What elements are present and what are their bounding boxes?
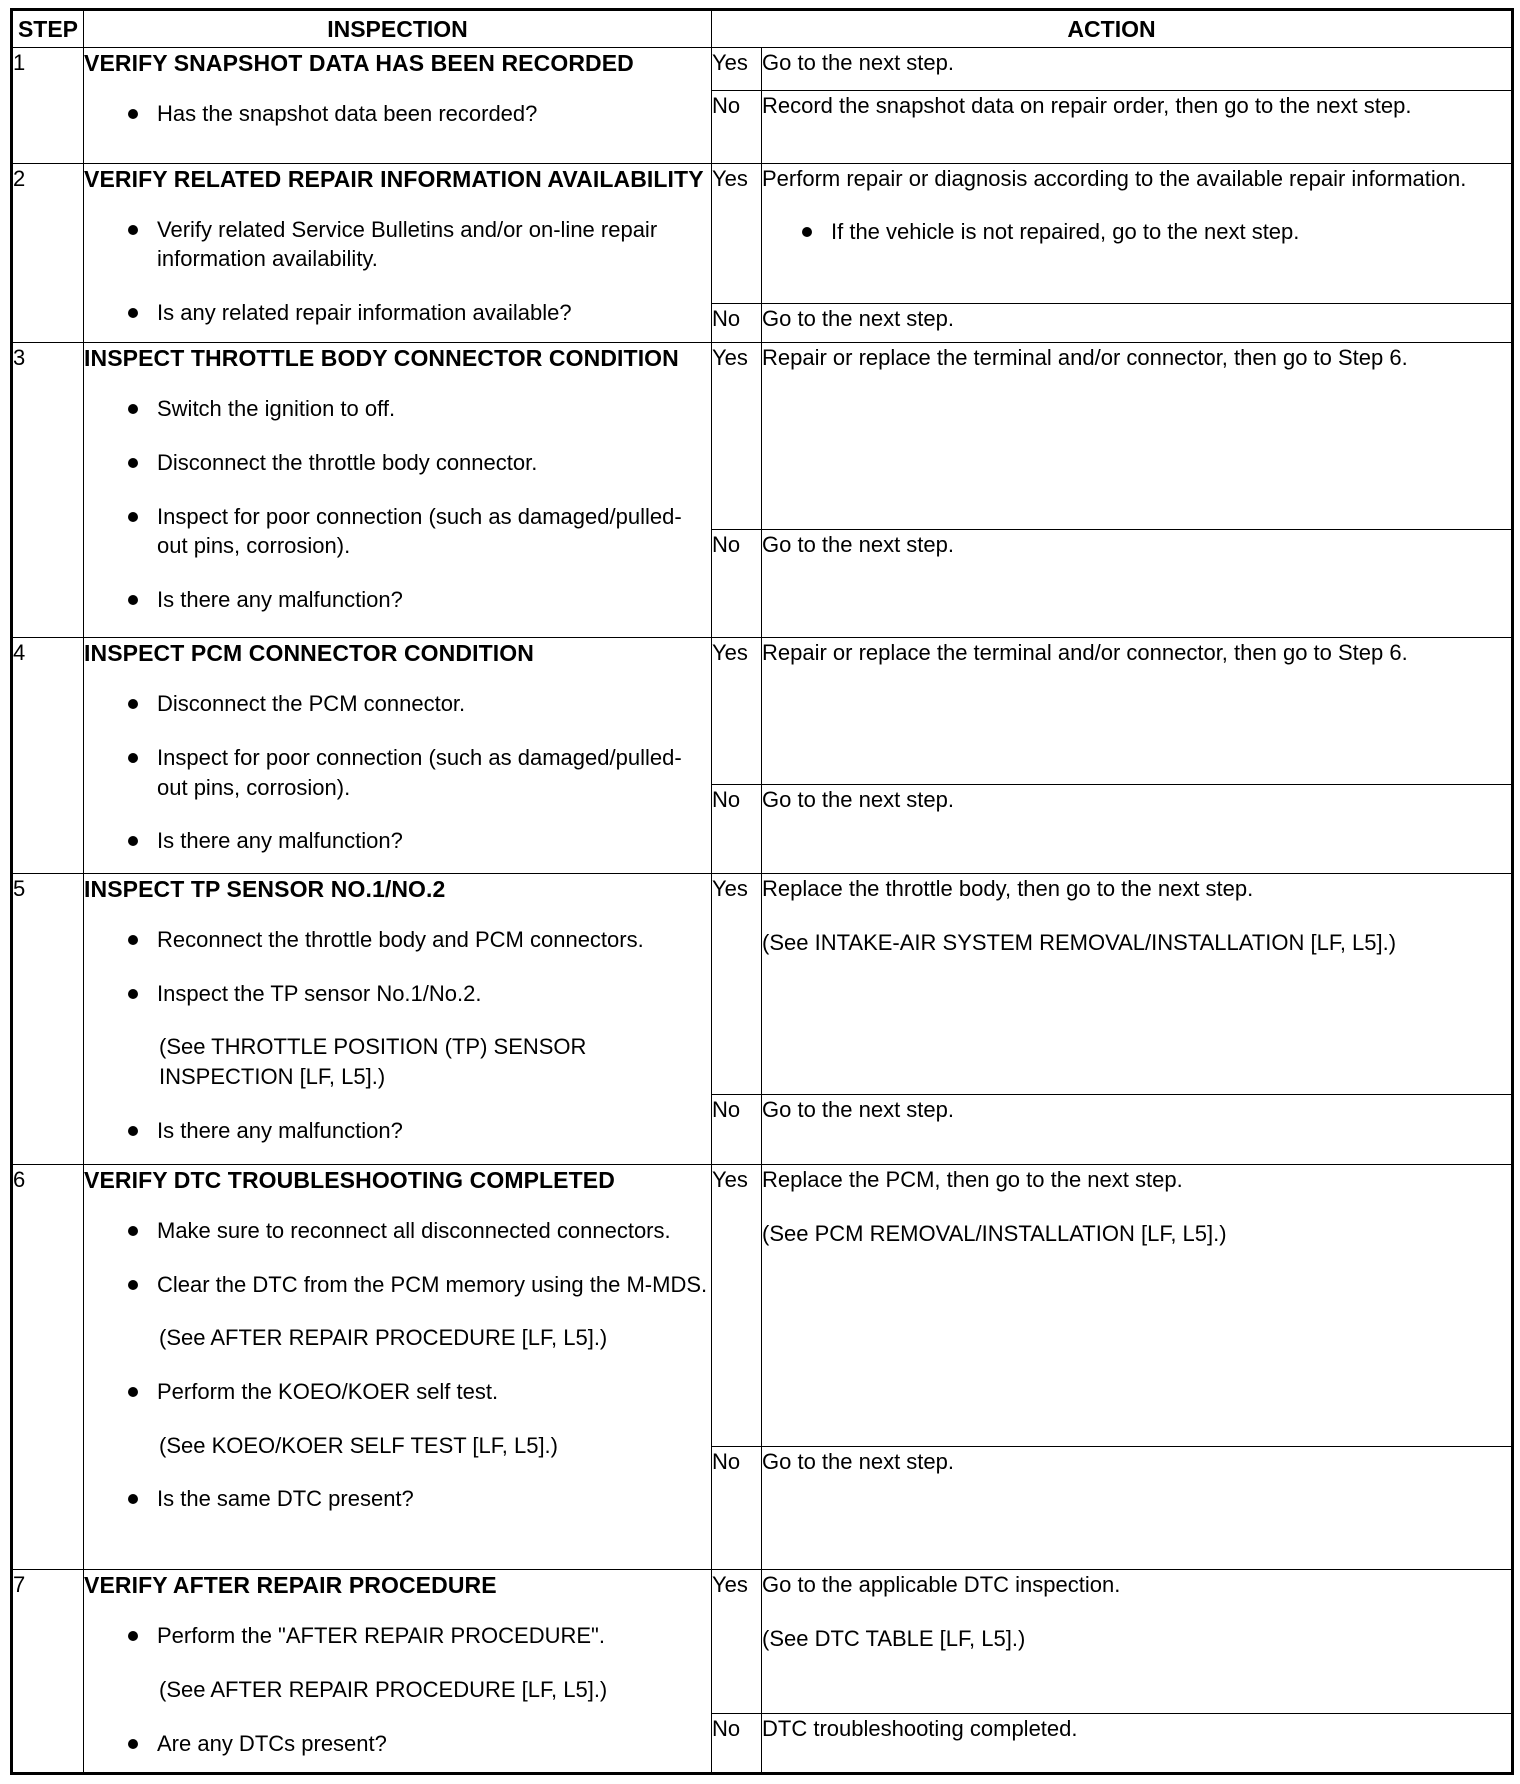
header-action: ACTION: [712, 10, 1513, 48]
bullet-icon: [128, 1126, 138, 1136]
bullet-item: Verify related Service Bulletins and/or on-line repair information availability.: [128, 215, 711, 274]
bullet-icon: [128, 512, 138, 522]
yes-label: Yes: [712, 48, 762, 91]
bullet-icon: [128, 1739, 138, 1749]
reference-note: (See THROTTLE POSITION (TP) SENSOR INSPECTION [LF, L5].): [159, 1034, 587, 1089]
table-row: [12, 1570, 1513, 1713]
bullet-item: Are any DTCs present?: [128, 1729, 711, 1759]
yes-action: Repair or replace the terminal and/or connector, then go to Step 6.: [762, 638, 1513, 784]
yes-label: Yes: [712, 343, 762, 530]
header-inspection: INSPECTION: [84, 10, 712, 48]
inspection-title: VERIFY RELATED REPAIR INFORMATION AVAILABILITY: [84, 165, 704, 192]
yes-label: Yes: [712, 163, 762, 303]
bullet-item: Switch the ignition to off.: [128, 394, 711, 424]
yes-action: Repair or replace the terminal and/or connector, then go to Step 6.: [762, 343, 1513, 530]
yes-action: Go to the applicable DTC inspection. (See DTC TABLE [LF, L5].): [762, 1570, 1513, 1713]
diagnostic-procedure-document: [10, 8, 1511, 1775]
table-row: [12, 163, 1513, 303]
reference-note: (See KOEO/KOER SELF TEST [LF, L5].): [159, 1432, 558, 1458]
no-action: Go to the next step.: [762, 1446, 1513, 1569]
diagnostic-table: [10, 8, 1514, 1775]
step-number: 5: [12, 873, 84, 1164]
bullet-icon: [128, 753, 138, 763]
bullet-item: Is the same DTC present?: [128, 1484, 711, 1514]
step-number: 3: [12, 343, 84, 638]
no-action: Record the snapshot data on repair order, then go to the next step.: [762, 91, 1513, 163]
no-action: DTC troubleshooting completed.: [762, 1713, 1513, 1773]
no-label: No: [712, 529, 762, 637]
table-row: [12, 48, 1513, 91]
bullet-icon: [128, 989, 138, 999]
step-number: 1: [12, 48, 84, 163]
bullet-item: Inspect the TP sensor No.1/No.2.: [128, 979, 711, 1009]
reference-note: (See DTC TABLE [LF, L5].): [762, 1625, 1026, 1651]
bullet-icon: [128, 935, 138, 945]
bullet-item: Is any related repair information available?: [128, 298, 711, 328]
yes-label: Yes: [712, 638, 762, 784]
bullet-item: Reconnect the throttle body and PCM connectors.: [128, 925, 711, 955]
inspection-cell: [84, 1570, 712, 1774]
inspection-title: INSPECT TP SENSOR NO.1/NO.2: [84, 875, 446, 902]
yes-label: Yes: [712, 873, 762, 1094]
step-number: 4: [12, 638, 84, 874]
inspection-cell: [84, 48, 712, 163]
inspection-cell: [84, 343, 712, 638]
table-row: [12, 873, 1513, 1094]
no-action: Go to the next step.: [762, 784, 1513, 873]
no-label: No: [712, 1094, 762, 1164]
no-label: No: [712, 1446, 762, 1569]
bullet-icon: [128, 1387, 138, 1397]
bullet-icon: [128, 458, 138, 468]
no-action: Go to the next step.: [762, 303, 1513, 342]
no-action: Go to the next step.: [762, 1094, 1513, 1164]
table-header-row: [12, 10, 1513, 48]
bullet-item: Is there any malfunction?: [128, 585, 711, 615]
bullet-icon: [128, 1280, 138, 1290]
no-label: No: [712, 91, 762, 163]
yes-label: Yes: [712, 1570, 762, 1713]
bullet-icon: [128, 109, 138, 119]
reference-note: (See INTAKE-AIR SYSTEM REMOVAL/INSTALLATION [LF, L5].): [762, 929, 1397, 955]
bullet-icon: [128, 1226, 138, 1236]
bullet-icon: [128, 225, 138, 235]
table-row: [12, 343, 1513, 530]
bullet-item: If the vehicle is not repaired, go to the next step.: [802, 217, 1511, 247]
no-label: No: [712, 784, 762, 873]
inspection-cell: [84, 638, 712, 874]
inspection-title: VERIFY SNAPSHOT DATA HAS BEEN RECORDED: [84, 50, 634, 77]
bullet-icon: [128, 1494, 138, 1504]
bullet-icon: [128, 308, 138, 318]
bullet-icon: [802, 227, 812, 237]
bullet-item: Disconnect the throttle body connector.: [128, 448, 711, 478]
table-row: [12, 1164, 1513, 1446]
bullet-icon: [128, 836, 138, 846]
bullet-item: Inspect for poor connection (such as damaged/pulled-out pins, corrosion).: [128, 743, 711, 802]
reference-note: (See AFTER REPAIR PROCEDURE [LF, L5].): [159, 1676, 608, 1702]
header-step: STEP: [12, 10, 84, 48]
bullet-item: Inspect for poor connection (such as damaged/pulled-out pins, corrosion).: [128, 502, 711, 561]
yes-action: Replace the throttle body, then go to the next step. (See INTAKE-AIR SYSTEM REMOVAL/INSTALLATION [LF, L5].): [762, 873, 1513, 1094]
bullet-icon: [128, 404, 138, 414]
table-row: [12, 638, 1513, 784]
bullet-item: Disconnect the PCM connector.: [128, 689, 711, 719]
no-label: No: [712, 303, 762, 342]
reference-note: (See AFTER REPAIR PROCEDURE [LF, L5].): [159, 1325, 608, 1351]
no-action: Go to the next step.: [762, 529, 1513, 637]
no-label: No: [712, 1713, 762, 1773]
inspection-title: VERIFY DTC TROUBLESHOOTING COMPLETED: [84, 1166, 615, 1193]
inspection-cell: [84, 1164, 712, 1569]
bullet-item: Is there any malfunction?: [128, 1116, 711, 1146]
bullet-item: Clear the DTC from the PCM memory using the M-MDS.: [128, 1270, 711, 1300]
inspection-title: VERIFY AFTER REPAIR PROCEDURE: [84, 1572, 497, 1599]
bullet-item: Is there any malfunction?: [128, 826, 711, 856]
bullet-item: Has the snapshot data been recorded?: [128, 99, 711, 129]
step-number: 6: [12, 1164, 84, 1569]
inspection-title: INSPECT THROTTLE BODY CONNECTOR CONDITION: [84, 345, 679, 372]
bullet-icon: [128, 595, 138, 605]
yes-action: Replace the PCM, then go to the next step. (See PCM REMOVAL/INSTALLATION [LF, L5].): [762, 1164, 1513, 1446]
yes-action: Perform repair or diagnosis according to the available repair information. If the vehicle is not repaired, go to the next step.: [762, 163, 1513, 303]
bullet-item: Perform the KOEO/KOER self test.: [128, 1377, 711, 1407]
bullet-icon: [128, 699, 138, 709]
bullet-item: Perform the "AFTER REPAIR PROCEDURE".: [128, 1621, 711, 1651]
reference-note: (See PCM REMOVAL/INSTALLATION [LF, L5].): [762, 1220, 1227, 1246]
yes-label: Yes: [712, 1164, 762, 1446]
bullet-item: Make sure to reconnect all disconnected connectors.: [128, 1216, 711, 1246]
step-number: 2: [12, 163, 84, 343]
yes-action: Go to the next step.: [762, 48, 1513, 91]
inspection-title: INSPECT PCM CONNECTOR CONDITION: [84, 640, 534, 667]
bullet-icon: [128, 1631, 138, 1641]
inspection-cell: [84, 163, 712, 343]
inspection-cell: [84, 873, 712, 1164]
step-number: 7: [12, 1570, 84, 1774]
